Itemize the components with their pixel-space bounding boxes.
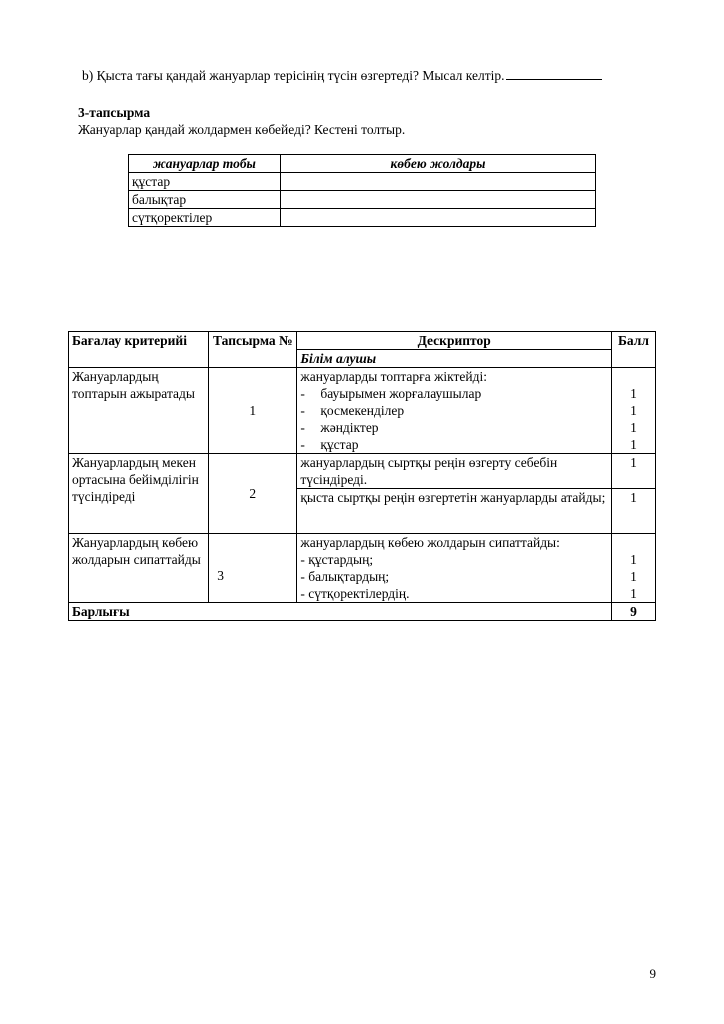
criteria-cell: Жануарлардың көбею жолдарын сипаттайды [69,534,209,603]
point-value: 1 [630,420,637,435]
question-b [82,66,602,85]
point-value: 1 [630,552,637,567]
task-number-cell: 1 [209,368,297,454]
header-animal-group: жануарлар тобы [129,155,281,173]
point-value: 1 [630,437,637,452]
descriptor-cell: қыста сыртқы реңін өзгертетін жануарларды атайды; [297,489,612,534]
list-item: - құстардың; [300,552,374,567]
table-row [69,534,656,603]
header-descriptor: Дескриптор [297,332,612,350]
table-row [69,454,656,489]
list-dash: - [300,437,305,452]
reproduction-table [128,154,596,227]
list-item [300,402,608,419]
list-item [300,419,608,436]
reproduction-table-header [129,155,596,173]
table-row [69,368,656,454]
descriptor-cell [297,534,612,603]
point-value: 1 [630,569,637,584]
list-item-text: бауырымен жорғалаушылар [320,386,482,401]
animal-group-cell: сүтқоректілер [129,209,281,227]
list-item [300,385,608,402]
task-number-cell: 3 [209,534,297,603]
list-item: - балықтардың; [300,569,390,584]
answer-cell[interactable] [281,191,596,209]
header-points: Балл [611,332,655,368]
answer-cell[interactable] [281,173,596,191]
task-instruction: Жануарлар қандай жолдармен көбейеді? Кестені толтыр. [78,122,406,137]
table-row [129,191,596,209]
assessment-table [68,331,656,621]
question-b-text: b) Қыста тағы қандай жануарлар терісінің түсін өзгертеді? Мысал келтір. [82,68,505,83]
point-value: 1 [630,586,637,601]
table-row [129,209,596,227]
point-value: 1 [630,403,637,418]
animal-group-cell: балықтар [129,191,281,209]
table-row [129,173,596,191]
list-dash: - [300,403,305,418]
criteria-cell: Жануарлардың топтарын ажыратады [69,368,209,454]
assessment-header-row [69,332,656,350]
descriptor-intro: жануарларды топтарға жіктейді: [300,369,488,384]
descriptor-cell: жануарлардың сыртқы реңін өзгерту себебін түсіндіреді. [297,454,612,489]
list-item: - сүтқоректілердің. [300,586,410,601]
points-cell [611,368,655,454]
total-label: Барлығы [69,603,612,621]
points-cell [611,534,655,603]
header-criteria: Бағалау критерийі [69,332,209,368]
header-reproduction-methods: көбею жолдары [281,155,596,173]
descriptor-intro: жануарлардың көбею жолдарын сипаттайды: [300,535,560,550]
total-points: 9 [611,603,655,621]
answer-cell[interactable] [281,209,596,227]
header-task-number: Тапсырма № [209,332,297,368]
list-item-text: қосмекенділер [320,403,405,418]
total-row [69,603,656,621]
page-number: 9 [649,966,656,981]
list-dash: - [300,420,305,435]
list-dash: - [300,386,305,401]
list-item-text: құстар [320,437,359,452]
header-descriptor-sub: Білім алушы [297,350,612,368]
point-value: 1 [611,489,655,534]
task-title: 3-тапсырма [78,105,151,120]
list-item-text: жәндіктер [320,420,379,435]
task-number-cell: 2 [209,454,297,534]
criteria-cell: Жануарлардың мекен ортасына бейімділігін түсіндіреді [69,454,209,534]
answer-blank-line[interactable] [506,66,602,80]
point-value: 1 [630,386,637,401]
descriptor-cell [297,368,612,454]
list-item [300,436,608,453]
point-value: 1 [611,454,655,489]
animal-group-cell: құстар [129,173,281,191]
